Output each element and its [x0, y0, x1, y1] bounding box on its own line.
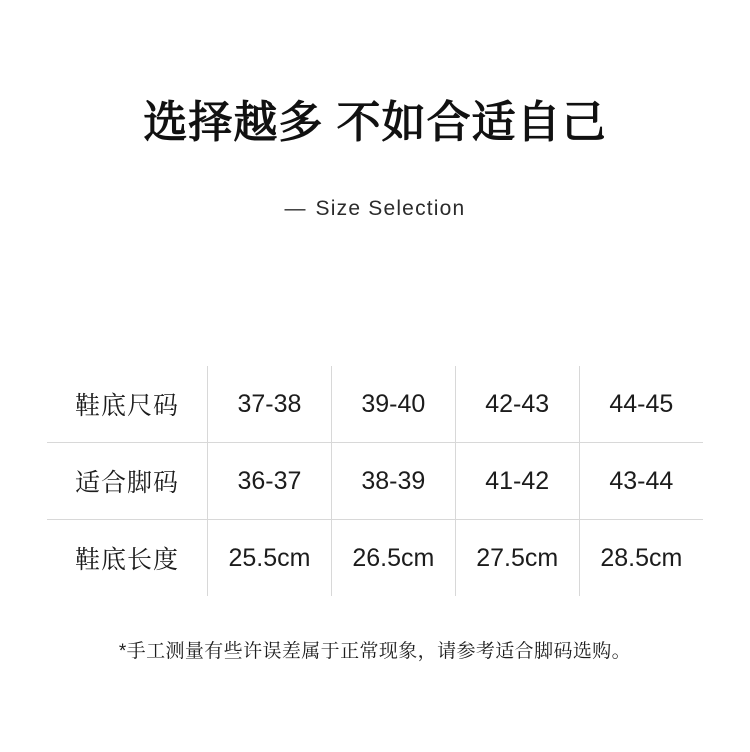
cell-sole-length-1: 25.5cm: [208, 520, 332, 597]
cell-sole-size-4: 44-45: [579, 366, 703, 443]
cell-sole-size-1: 37-38: [208, 366, 332, 443]
row-label-sole-size: 鞋底尺码: [47, 366, 208, 443]
measurement-footnote: *手工测量有些许误差属于正常现象，请参考适合脚码选购。: [118, 641, 632, 662]
cell-sole-size-3: 42-43: [455, 366, 579, 443]
cell-foot-size-2: 38-39: [331, 443, 455, 520]
size-table: [47, 366, 703, 596]
page-title: 选择越多 不如合适自己: [143, 98, 607, 147]
table-row: [47, 366, 703, 443]
cell-sole-size-2: 39-40: [331, 366, 455, 443]
page-subtitle: [0, 149, 750, 221]
page-subtitle-text: Size Selection: [315, 196, 466, 220]
table-row: [47, 443, 703, 520]
size-table-container: [47, 366, 703, 596]
dash-decoration: —: [284, 196, 306, 220]
row-label-foot-size: 适合脚码: [47, 443, 208, 520]
cell-foot-size-4: 43-44: [579, 443, 703, 520]
table-row: [47, 520, 703, 597]
cell-sole-length-4: 28.5cm: [579, 520, 703, 597]
cell-sole-length-3: 27.5cm: [455, 520, 579, 597]
cell-foot-size-3: 41-42: [455, 443, 579, 520]
cell-sole-length-2: 26.5cm: [331, 520, 455, 597]
row-label-sole-length: 鞋底长度: [47, 520, 208, 597]
cell-foot-size-1: 36-37: [208, 443, 332, 520]
